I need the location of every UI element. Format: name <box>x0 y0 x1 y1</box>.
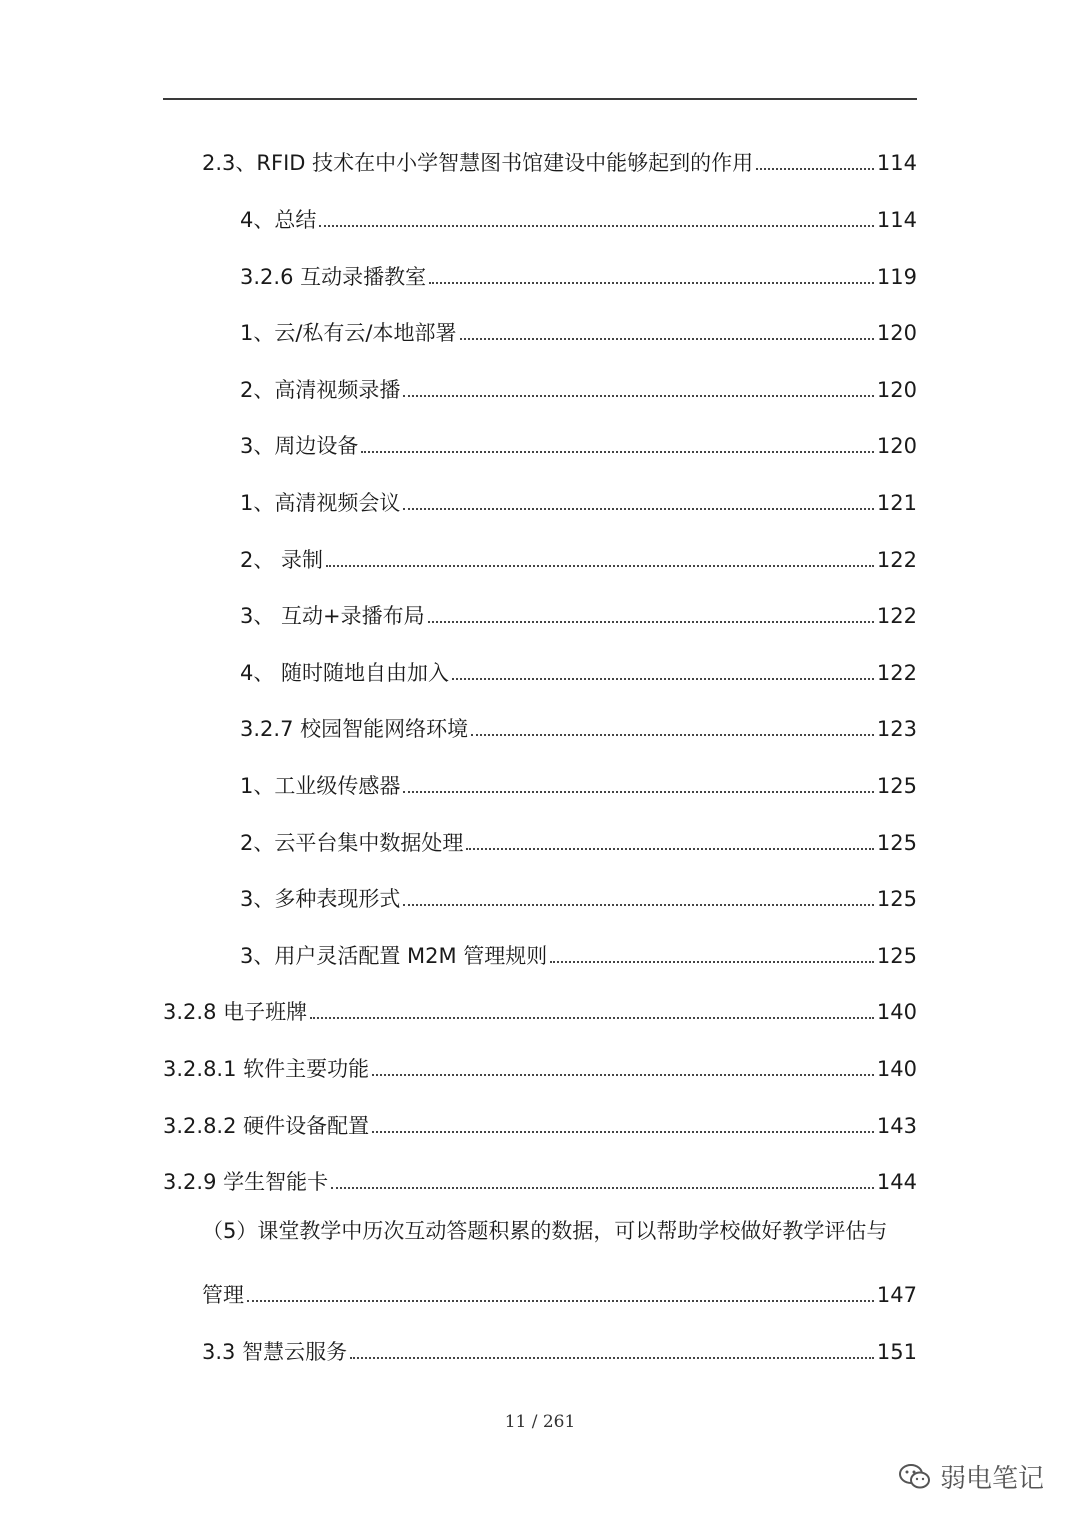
toc-entry[interactable] <box>240 822 917 856</box>
toc-leader <box>361 451 874 453</box>
toc-entry-label: 3.2.8 电子班牌 <box>163 1000 308 1024</box>
toc-leader <box>403 791 874 793</box>
toc-entry-label: 管理 <box>202 1283 244 1307</box>
toc-leader <box>350 1357 874 1359</box>
toc-entry-label: 4、总结 <box>240 208 317 232</box>
toc-entry-label: 2.3、RFID 技术在中小学智慧图书馆建设中能够起到的作用 <box>202 151 754 175</box>
toc-entry-label: 3.2.8.1 软件主要功能 <box>163 1057 370 1081</box>
toc-leader <box>331 1187 874 1189</box>
toc-leader <box>247 1300 874 1302</box>
page-indicator: 11 / 261 <box>504 1412 576 1432</box>
toc-entry-page: 125 <box>876 944 917 968</box>
toc-leader <box>460 338 874 340</box>
toc-leader <box>428 621 874 623</box>
toc-entry[interactable] <box>240 199 917 233</box>
toc-leader <box>403 508 874 510</box>
toc-entry-page: 120 <box>876 321 917 345</box>
toc-entry[interactable] <box>240 652 917 686</box>
toc-entry-page: 125 <box>876 774 917 798</box>
toc-entry-label: 3.2.7 校园智能网络环境 <box>240 717 469 741</box>
toc-entry-label: 3.2.8.2 硬件设备配置 <box>163 1114 370 1138</box>
toc-entry-page: 121 <box>876 491 917 515</box>
wechat-icon <box>898 1462 932 1492</box>
toc-entry[interactable] <box>163 1048 917 1082</box>
toc-entry[interactable] <box>240 878 917 912</box>
toc-entry[interactable] <box>240 765 917 799</box>
toc-leader <box>372 1074 874 1076</box>
toc-entry-page: 144 <box>876 1170 917 1194</box>
toc-entry-page: 114 <box>876 151 917 175</box>
toc-leader <box>429 282 874 284</box>
toc-entry[interactable] <box>202 1274 917 1308</box>
toc-leader <box>403 904 874 906</box>
toc-entry[interactable] <box>240 369 917 403</box>
toc-entry-label: 1、高清视频会议 <box>240 491 401 515</box>
toc-leader <box>310 1017 874 1019</box>
toc-entry[interactable] <box>240 708 917 742</box>
toc-entry-label: 2、 录制 <box>240 548 324 572</box>
toc-entry-page: 120 <box>876 378 917 402</box>
toc-entry-page: 123 <box>876 717 917 741</box>
toc-entry-label: 3.2.9 学生智能卡 <box>163 1170 329 1194</box>
toc-entry[interactable] <box>240 312 917 346</box>
toc-entry-page: 147 <box>876 1283 917 1307</box>
toc-entry-page: 143 <box>876 1114 917 1138</box>
toc-entry[interactable] <box>163 991 917 1025</box>
toc-entry-label: 1、工业级传感器 <box>240 774 401 798</box>
toc-leader <box>326 565 874 567</box>
toc-entry-label: 3、 互动+录播布局 <box>240 604 425 628</box>
toc-entry[interactable] <box>240 595 917 629</box>
toc-entry[interactable] <box>240 425 917 459</box>
toc-entry[interactable] <box>240 256 917 290</box>
toc-entry-page: 125 <box>876 887 917 911</box>
toc-entry[interactable] <box>163 1105 917 1139</box>
toc-entry-label: 3.3 智慧云服务 <box>202 1340 348 1364</box>
toc-entry[interactable] <box>202 1331 917 1365</box>
toc-entry-page: 119 <box>876 265 917 289</box>
toc-leader <box>466 848 874 850</box>
toc-leader <box>550 961 874 963</box>
toc-entry-label: 2、高清视频录播 <box>240 378 401 402</box>
toc-leader <box>756 168 874 170</box>
toc-entry-label: 1、云/私有云/本地部署 <box>240 321 457 345</box>
toc-entry-label: 3、周边设备 <box>240 434 359 458</box>
toc-entry[interactable] <box>240 539 917 573</box>
toc-entry[interactable] <box>202 142 917 176</box>
toc-leader <box>319 225 874 227</box>
toc-leader <box>452 678 874 680</box>
toc-entry-page: 122 <box>876 604 917 628</box>
toc-leader <box>471 734 874 736</box>
toc-entry-page: 140 <box>876 1000 917 1024</box>
toc-entry-page: 140 <box>876 1057 917 1081</box>
toc-entry-page: 120 <box>876 434 917 458</box>
toc-entry-page: 125 <box>876 831 917 855</box>
toc-entry-label: 4、 随时随地自由加入 <box>240 661 450 685</box>
toc-entry[interactable] <box>240 482 917 516</box>
toc-entry-wrapped-line[interactable] <box>202 1218 917 1252</box>
toc-entry-page: 122 <box>876 548 917 572</box>
watermark-text: 弱电笔记 <box>939 1464 1044 1494</box>
toc-entry-page: 151 <box>876 1340 917 1364</box>
toc-entry-label: 3、多种表现形式 <box>240 887 401 911</box>
toc-entry-page: 114 <box>876 208 917 232</box>
toc-entry-label: 3、用户灵活配置 M2M 管理规则 <box>240 944 548 968</box>
toc-entry-page: 122 <box>876 661 917 685</box>
toc-leader <box>403 395 874 397</box>
toc-entry[interactable] <box>163 1161 917 1195</box>
toc-entry-label: 2、云平台集中数据处理 <box>240 831 464 855</box>
toc-entry-label: （5）课堂教学中历次互动答题积累的数据，可以帮助学校做好教学评估与 <box>202 1219 888 1243</box>
toc-leader <box>372 1131 874 1133</box>
toc-entry[interactable] <box>240 935 917 969</box>
toc-entry-label: 3.2.6 互动录播教室 <box>240 265 427 289</box>
watermark <box>898 1458 1044 1495</box>
